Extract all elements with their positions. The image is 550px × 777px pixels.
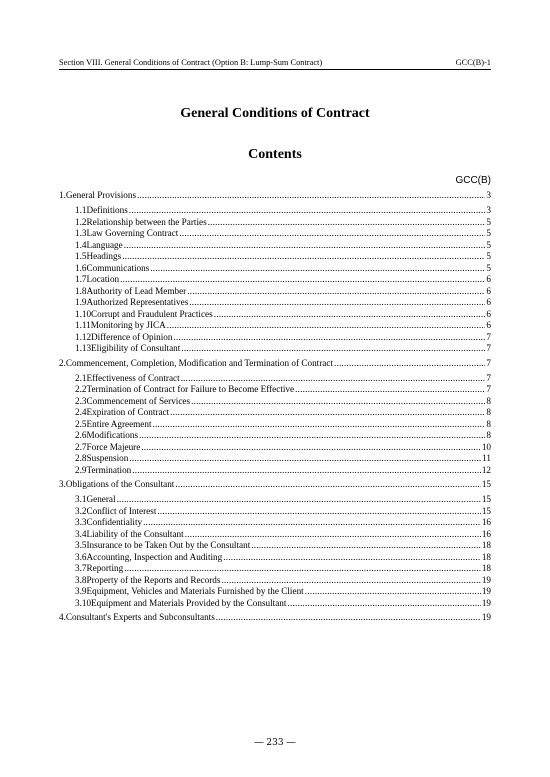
toc-entry-title: Suspension bbox=[86, 453, 129, 463]
toc-entry-page: 16 bbox=[481, 517, 491, 527]
toc-entry-number: 1. bbox=[59, 190, 66, 200]
toc-entry-title: Location bbox=[86, 274, 120, 284]
toc-entry-title: Conflict of Interest bbox=[86, 505, 157, 516]
toc-subsection-entry[interactable] bbox=[59, 430, 491, 442]
toc-entry-page: 5 bbox=[486, 262, 491, 273]
toc-entry-page: 8 bbox=[486, 430, 491, 440]
toc-entry-page: 7 bbox=[486, 331, 491, 342]
toc-dot-leader bbox=[143, 517, 481, 529]
toc-dot-leader bbox=[141, 442, 481, 454]
toc-entry-number: 1.2 bbox=[75, 216, 87, 227]
toc-entry-title: Modifications bbox=[86, 430, 139, 440]
toc-dot-leader bbox=[124, 563, 481, 575]
toc-subsection-entry[interactable] bbox=[59, 205, 491, 217]
toc-entry-title: Expiration of Contract bbox=[86, 407, 170, 417]
toc-subsection-entry[interactable] bbox=[59, 286, 491, 298]
toc-entry-page: 16 bbox=[481, 528, 491, 539]
toc-entry-title: Eligibility of Consultant bbox=[91, 343, 181, 353]
toc-entry-title: General bbox=[86, 494, 116, 504]
toc-subsection-entry[interactable] bbox=[59, 529, 491, 541]
toc-entry-number: 2.7 bbox=[75, 441, 87, 452]
toc-subsection-entry[interactable] bbox=[59, 297, 491, 309]
toc-entry-title: Communications bbox=[86, 262, 150, 273]
toc-entry-page: 18 bbox=[481, 551, 491, 562]
toc-entry-title: Entire Agreement bbox=[86, 418, 152, 429]
toc-entry-number: 3.1 bbox=[75, 494, 87, 504]
toc-entry-page: 7 bbox=[486, 357, 491, 368]
toc-subsection-entry[interactable] bbox=[59, 309, 491, 321]
toc-dot-leader bbox=[223, 552, 481, 564]
toc-entry-page: 5 bbox=[486, 228, 491, 238]
toc-entry-title: Commencement of Services bbox=[86, 395, 191, 406]
toc-entry-title: Authorized Representatives bbox=[86, 297, 189, 307]
toc-subsection-entry[interactable] bbox=[59, 217, 491, 229]
toc-subsection-entry[interactable] bbox=[59, 343, 491, 355]
toc-entry-number: 3.7 bbox=[75, 563, 87, 573]
toc-dot-leader bbox=[139, 430, 485, 442]
toc-entry-title: Termination of Contract for Failure to Become Effective bbox=[86, 384, 295, 394]
toc-entry-page: 19 bbox=[481, 586, 491, 596]
toc-dot-leader bbox=[150, 263, 485, 275]
toc-dot-leader bbox=[117, 494, 481, 506]
toc-entry-page: 19 bbox=[481, 597, 491, 608]
toc-entry-page: 11 bbox=[482, 453, 491, 463]
toc-entry-page: 8 bbox=[486, 407, 491, 417]
toc-entry-page: 8 bbox=[486, 395, 491, 406]
toc-entry-page: 6 bbox=[486, 297, 491, 307]
toc-entry-number: 2.5 bbox=[75, 418, 87, 429]
toc-entry-number: 3.8 bbox=[75, 574, 87, 585]
toc-entry-number: 1.9 bbox=[75, 297, 87, 307]
toc-entry-number: 1.6 bbox=[75, 262, 87, 273]
toc-entry-page: 10 bbox=[481, 441, 491, 452]
toc-entry-title: Definitions bbox=[86, 205, 128, 215]
toc-subsection-entry[interactable] bbox=[59, 384, 491, 396]
toc-subsection-entry[interactable] bbox=[59, 517, 491, 529]
toc-dot-leader bbox=[175, 479, 480, 491]
page-column-label: GCC(B) bbox=[455, 175, 491, 186]
toc-entry-number: 1.11 bbox=[75, 320, 91, 330]
toc-entry-page: 3 bbox=[486, 205, 491, 215]
toc-entry-number: 1.7 bbox=[75, 274, 87, 284]
toc-entry-page: 18 bbox=[481, 540, 491, 550]
toc-dot-leader bbox=[251, 540, 481, 552]
toc-entry-page: 19 bbox=[481, 574, 491, 585]
toc-entry-number: 1.8 bbox=[75, 285, 87, 296]
toc-entry-title: Confidentiality bbox=[86, 517, 143, 527]
toc-entry-number: 3.10 bbox=[75, 597, 92, 608]
toc-entry-page: 8 bbox=[486, 418, 491, 429]
toc-entry-title: Equipment, Vehicles and Materials Furnished by the Client bbox=[86, 586, 304, 596]
toc-entry-number: 3.3 bbox=[75, 517, 87, 527]
toc-entry-number: 2.9 bbox=[75, 464, 87, 475]
toc-entry-page: 7 bbox=[486, 343, 491, 353]
toc-entry-page: 18 bbox=[481, 563, 491, 573]
toc-dot-leader bbox=[221, 575, 480, 587]
toc-entry-title: Effectiveness of Contract bbox=[86, 372, 180, 383]
toc-entry-page: 7 bbox=[486, 372, 491, 383]
toc-section-entry[interactable] bbox=[59, 479, 491, 491]
toc-entry-number: 1.4 bbox=[75, 239, 87, 250]
table-of-contents bbox=[59, 190, 491, 627]
toc-subsection-entry[interactable] bbox=[59, 494, 491, 506]
toc-entry-number: 3.9 bbox=[75, 586, 87, 596]
toc-entry-title: Reporting bbox=[86, 563, 124, 573]
toc-dot-leader bbox=[167, 320, 486, 332]
toc-subsection-entry[interactable] bbox=[59, 228, 491, 240]
toc-subsection-entry[interactable] bbox=[59, 598, 491, 610]
toc-entry-title: Corrupt and Fraudulent Practices bbox=[91, 308, 213, 319]
toc-dot-leader bbox=[185, 529, 481, 541]
toc-subsection-entry[interactable] bbox=[59, 540, 491, 552]
toc-entry-page: 3 bbox=[486, 190, 491, 200]
toc-dot-leader bbox=[208, 217, 486, 229]
toc-dot-leader bbox=[132, 465, 481, 477]
toc-dot-leader bbox=[129, 453, 481, 465]
toc-entry-number: 3.5 bbox=[75, 540, 87, 550]
contents-heading: Contents bbox=[248, 147, 302, 162]
toc-subsection-entry[interactable] bbox=[59, 575, 491, 587]
toc-entry-page: 5 bbox=[486, 239, 491, 250]
toc-dot-leader bbox=[191, 396, 485, 408]
toc-entry-number: 2.4 bbox=[75, 407, 87, 417]
toc-subsection-entry[interactable] bbox=[59, 373, 491, 385]
running-header bbox=[59, 58, 491, 70]
toc-entry-page: 15 bbox=[481, 494, 491, 504]
toc-entry-title: Accounting, Inspection and Auditing bbox=[86, 551, 223, 562]
toc-subsection-entry[interactable] bbox=[59, 442, 491, 454]
toc-entry-page: 12 bbox=[481, 464, 491, 475]
toc-entry-page: 5 bbox=[486, 251, 491, 261]
toc-entry-title: Force Majeure bbox=[86, 441, 141, 452]
toc-entry-page: 5 bbox=[486, 216, 491, 227]
toc-entry-title: Insurance to be Taken Out by the Consultant bbox=[86, 540, 251, 550]
toc-entry-title: Headings bbox=[86, 251, 122, 261]
document-title: General Conditions of Contract bbox=[180, 106, 370, 121]
toc-entry-number: 2.3 bbox=[75, 395, 87, 406]
toc-entry-title: Liability of the Consultant bbox=[86, 528, 184, 539]
toc-entry-page: 7 bbox=[486, 384, 491, 394]
toc-entry-page: 6 bbox=[486, 285, 491, 296]
toc-dot-leader bbox=[187, 286, 485, 298]
toc-subsection-entry[interactable] bbox=[59, 563, 491, 575]
toc-entry-number: 1.12 bbox=[75, 331, 92, 342]
toc-dot-leader bbox=[287, 598, 480, 610]
toc-dot-leader bbox=[157, 506, 480, 518]
toc-subsection-entry[interactable] bbox=[59, 419, 491, 431]
toc-dot-leader bbox=[189, 297, 485, 309]
toc-subsection-entry[interactable] bbox=[59, 506, 491, 518]
toc-entry-page: 19 bbox=[481, 612, 491, 622]
toc-entry-title: Monitoring by JICA bbox=[90, 320, 166, 330]
toc-dot-leader bbox=[305, 586, 481, 598]
toc-entry-number: 1.5 bbox=[75, 251, 87, 261]
toc-section-entry[interactable] bbox=[59, 358, 491, 370]
toc-entry-number: 2.1 bbox=[75, 372, 87, 383]
toc-entry-page: 15 bbox=[481, 505, 491, 516]
toc-entry-page: 15 bbox=[481, 479, 491, 489]
header-section-title: Section VIII. General Conditions of Contract (Option B: Lump-Sum Contract) bbox=[59, 58, 323, 67]
toc-entry-number: 1.10 bbox=[75, 308, 92, 319]
toc-dot-leader bbox=[124, 240, 486, 252]
toc-dot-leader bbox=[181, 373, 486, 385]
toc-entry-number: 2.8 bbox=[75, 453, 87, 463]
toc-subsection-entry[interactable] bbox=[59, 274, 491, 286]
header-page-id: GCC(B)-1 bbox=[455, 58, 491, 67]
toc-entry-title: General Provisions bbox=[65, 190, 137, 200]
toc-section-entry[interactable] bbox=[59, 190, 491, 202]
toc-entry-title: Difference of Opinion bbox=[91, 331, 173, 342]
toc-dot-leader bbox=[295, 384, 485, 396]
toc-dot-leader bbox=[179, 228, 485, 240]
toc-dot-leader bbox=[170, 407, 485, 419]
toc-entry-number: 1.13 bbox=[75, 343, 92, 353]
toc-dot-leader bbox=[173, 332, 485, 344]
toc-entry-title: Termination bbox=[86, 464, 132, 475]
toc-entry-number: 4. bbox=[59, 612, 66, 622]
toc-entry-title: Law Governing Contract bbox=[86, 228, 179, 238]
toc-entry-page: 6 bbox=[486, 308, 491, 319]
toc-entry-title: Authority of Lead Member bbox=[86, 285, 187, 296]
toc-subsection-entry[interactable] bbox=[59, 552, 491, 564]
toc-subsection-entry[interactable] bbox=[59, 407, 491, 419]
toc-entry-title: Consultant's Experts and Subconsultants bbox=[65, 612, 215, 622]
toc-dot-leader bbox=[122, 251, 485, 263]
toc-dot-leader bbox=[120, 274, 485, 286]
toc-subsection-entry[interactable] bbox=[59, 263, 491, 275]
toc-subsection-entry[interactable] bbox=[59, 251, 491, 263]
toc-entry-page: 6 bbox=[486, 274, 491, 284]
toc-entry-number: 3.6 bbox=[75, 551, 87, 562]
toc-entry-number: 2.2 bbox=[75, 384, 87, 394]
toc-entry-number: 3.4 bbox=[75, 528, 87, 539]
toc-subsection-entry[interactable] bbox=[59, 396, 491, 408]
toc-entry-number: 2. bbox=[59, 357, 66, 368]
toc-subsection-entry[interactable] bbox=[59, 453, 491, 465]
toc-entry-title: Relationship between the Parties bbox=[86, 216, 207, 227]
toc-dot-leader bbox=[137, 190, 485, 202]
toc-subsection-entry[interactable] bbox=[59, 320, 491, 332]
toc-dot-leader bbox=[153, 419, 486, 431]
toc-dot-leader bbox=[216, 612, 481, 624]
toc-subsection-entry[interactable] bbox=[59, 465, 491, 477]
toc-dot-leader bbox=[214, 309, 486, 321]
toc-entry-title: Obligations of the Consultant bbox=[65, 479, 175, 489]
toc-dot-leader bbox=[181, 343, 485, 355]
toc-entry-number: 3. bbox=[59, 479, 66, 489]
toc-entry-title: Language bbox=[86, 239, 123, 250]
toc-entry-number: 1.3 bbox=[75, 228, 87, 238]
toc-entry-title: Property of the Reports and Records bbox=[86, 574, 221, 585]
toc-entry-number: 2.6 bbox=[75, 430, 87, 440]
toc-subsection-entry[interactable] bbox=[59, 586, 491, 598]
toc-entry-number: 1.1 bbox=[75, 205, 87, 215]
toc-section-entry[interactable] bbox=[59, 612, 491, 624]
toc-subsection-entry[interactable] bbox=[59, 240, 491, 252]
toc-dot-leader bbox=[334, 358, 485, 370]
toc-entry-page: 6 bbox=[486, 320, 491, 330]
toc-entry-title: Commencement, Completion, Modification and Termination of Contract bbox=[65, 357, 333, 368]
toc-subsection-entry[interactable] bbox=[59, 332, 491, 344]
toc-entry-title: Equipment and Materials Provided by the Consultant bbox=[91, 597, 287, 608]
page-number-footer: ― 233 ― bbox=[254, 738, 296, 748]
toc-dot-leader bbox=[129, 205, 486, 217]
toc-entry-number: 3.2 bbox=[75, 505, 87, 516]
